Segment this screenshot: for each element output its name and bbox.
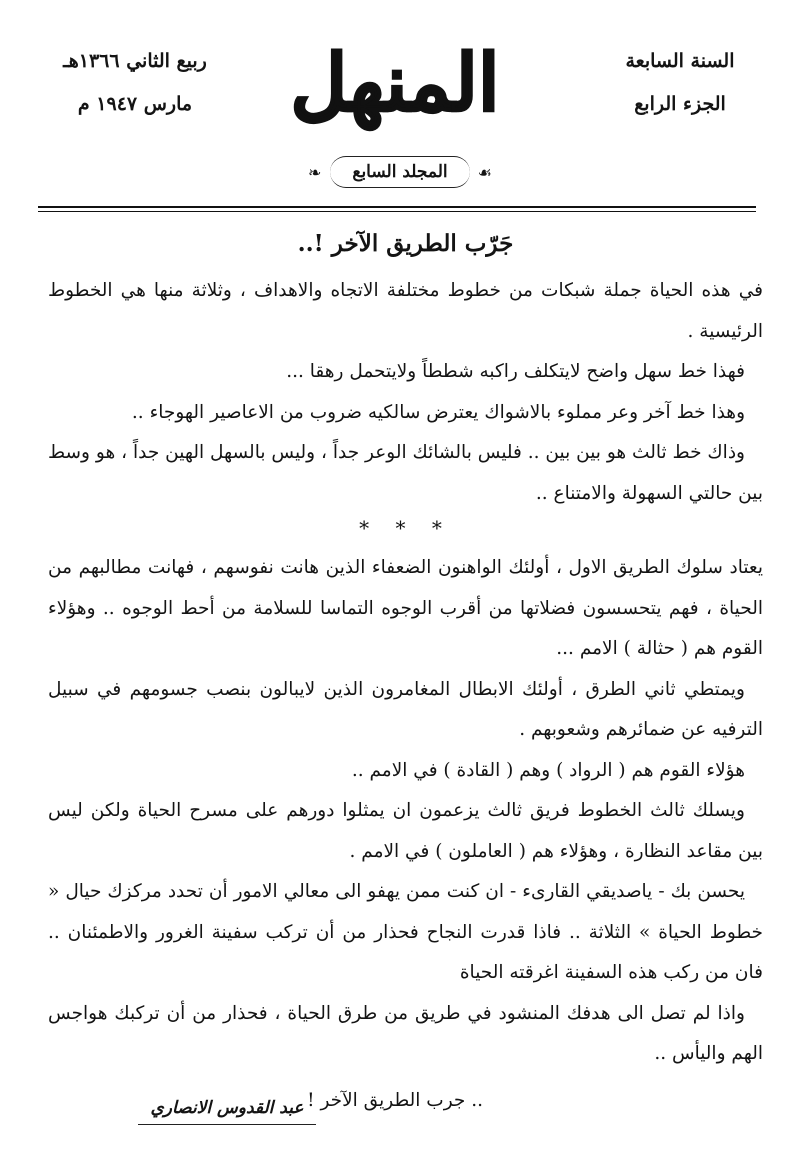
paragraph: واذا لم تصل الى هدفك المنشود في طريق من طرق الحياة ، فحذار من أن تركبك هواجس الهم واليأس .. <box>48 1002 763 1064</box>
ornament-icon: ❧ <box>308 163 322 182</box>
signature-text: عبد القدوس الانصاري <box>150 1098 304 1118</box>
closing-line: .. جرب الطريق الآخر ! <box>307 1090 483 1111</box>
paragraph: ويمتطي ثاني الطرق ، أولئك الابطال المغامرون الذين لايبالون بنصب جسومهم في سبيل الترفيه عن ضمائرهم وشعوبهم . <box>48 678 763 740</box>
gregorian-date: مارس ١٩٤٧ م <box>77 93 193 115</box>
logo-text: المنهل <box>290 38 500 129</box>
paragraph: فهذا خط سهل واضح لايتكلف راكبه شططاً ولايتحمل رهقا ... <box>286 361 745 382</box>
magazine-logo <box>270 18 520 138</box>
paragraph: ويسلك ثالث الخطوط فريق ثالث يزعمون ان يمثلوا دورهم على مسرح الحياة ولكن ليس بين مقاعد النظارة ، وهؤلاء هم ( العاملون ) في الامم . <box>48 800 763 862</box>
hijri-date: ربيع الثاني ١٣٦٦هـ <box>63 50 207 72</box>
issue-info <box>605 52 755 138</box>
logo-calligraphy <box>270 18 520 138</box>
paragraph: وهذا خط آخر وعر مملوء بالاشواك يعترض سالكيه ضروب من الاعاصير الهوجاء .. <box>131 401 745 423</box>
paragraph: وذاك خط ثالث هو بين بين .. فليس بالشائك الوعر جداً ، وليس بالسهل الهين جداً ، هو وسط بين حالتي السهولة والامتناع .. <box>48 442 763 504</box>
section-separator: * * * <box>359 516 452 540</box>
paragraph: هؤلاء القوم هم ( الرواد ) وهم ( القادة ) في الامم .. <box>351 759 745 781</box>
paragraph: يعتاد سلوك الطريق الاول ، أولئك الواهنون الضعفاء الذين هانت نفوسهم ، فهانت مطالبهم من الحياة ، فهم يتحسسون فضلاتها من أقرب الوجوه التماسا للسلامة من أحط الوجوه .. وهؤلاء القوم هم ( حثالة ) الامم ... <box>48 557 763 659</box>
header-rule-thin <box>38 211 756 212</box>
author-signature <box>132 1085 322 1131</box>
volume-label: المجلد السابع <box>352 162 448 182</box>
date-info <box>40 52 230 138</box>
year-label: السنة السابعة <box>625 50 735 72</box>
paragraph: يحسن بك - ياصديقي القارىء - ان كنت ممن يهفو الى معالي الامور أن تحدد مركزك حيال « خطوط الحياة » الثلاثة .. فاذا قدرت النجاح فحذار من أن تركب سفينة الغرور والاطمئنان .. فان من ركب هذه السفينة اغرقته الحياة <box>48 881 763 983</box>
article <box>48 222 763 1075</box>
header-rule <box>38 206 756 208</box>
part-label: الجزء الرابع <box>634 93 726 115</box>
volume-banner <box>290 152 510 192</box>
ornament-icon: ☙ <box>477 163 492 182</box>
signature-underline <box>138 1124 316 1125</box>
paragraph: في هذه الحياة جملة شبكات من خطوط مختلفة الاتجاه والاهداف ، وثلاثة منها هي الخطوط الرئيسية . <box>48 280 763 342</box>
article-title: جَرّب الطريق الآخر !.. <box>297 230 514 257</box>
